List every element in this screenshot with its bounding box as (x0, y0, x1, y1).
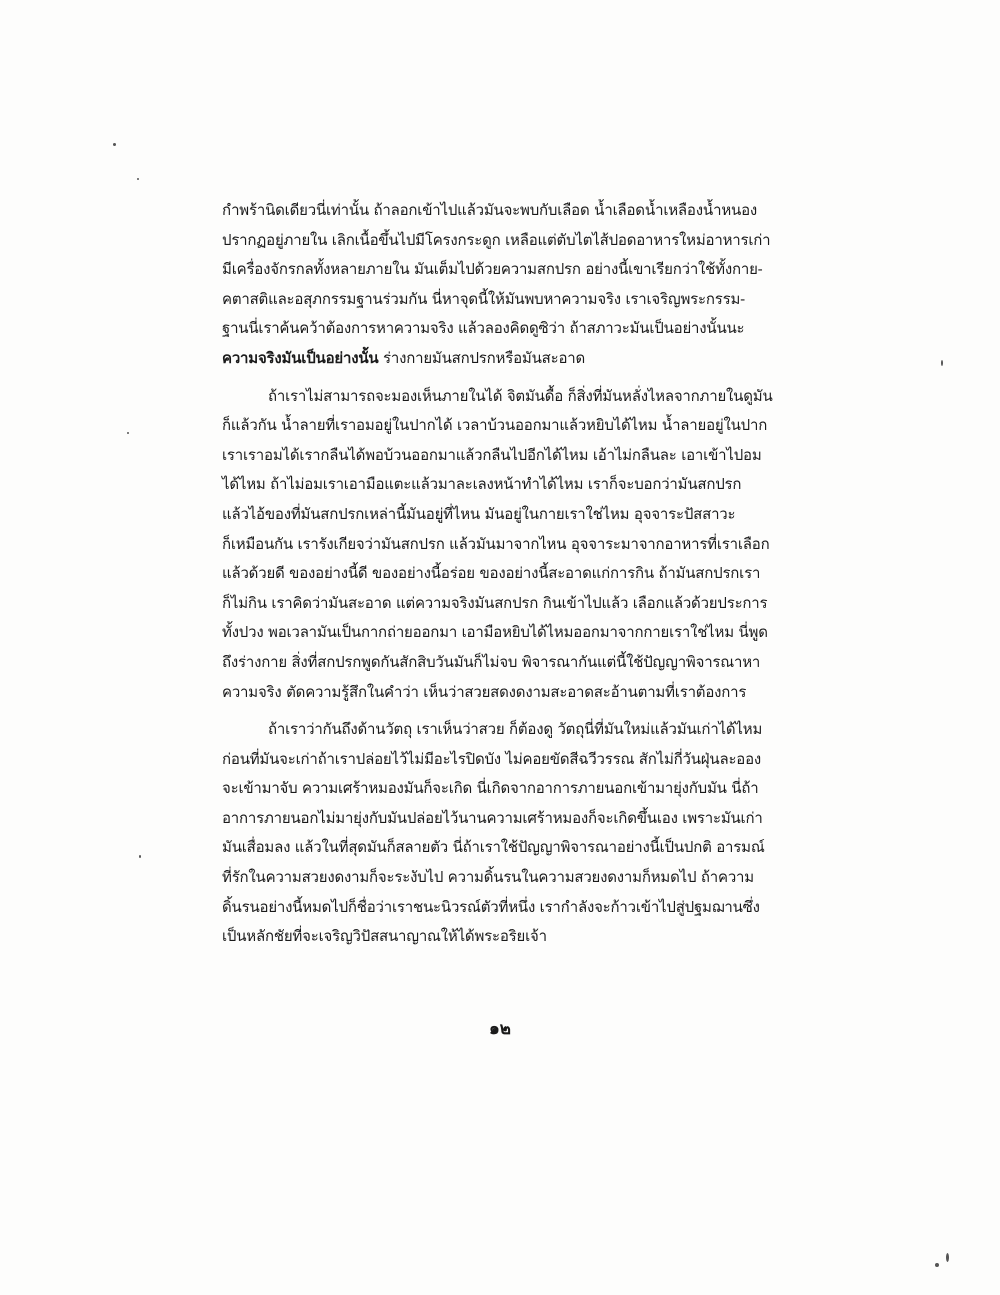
text-line: ปรากฏอยู่ภายใน เลิกเนื้อขึ้นไปมีโครงกระดูก เหลือแต่ตับไตไส้ปอดอาหารใหม่อาหารเก่า (222, 230, 771, 249)
paragraph-spacer (222, 374, 812, 382)
text-span: ร่างกายมันสกปรกหรือมันสะอาด (378, 348, 586, 367)
text-line: กำพร้านิดเดียวนี่เท่านั้น ถ้าลอกเข้าไปแล้วมันจะพบกับเลือด น้ำเลือดน้ำเหลืองน้ำหนอง (222, 201, 758, 219)
text-line: จะเข้ามาจับ ความเศร้าหมองมันก็จะเกิด นี่เกิดจากอาการภายนอกเข้ามายุ่งกับมัน นี่ถ้า (222, 779, 759, 798)
text-line: ก็เหมือนกัน เรารังเกียจว่ามันสกปรก แล้วมันมาจากไหน อุจจาระมาจากอาหารที่เราเลือก (222, 534, 770, 553)
text-line: ก็แล้วกัน น้ำลายที่เราอมอยู่ในปากได้ เวลาบ้วนออกมาแล้วหยิบได้ไหม น้ำลายอยู่ในปาก (222, 416, 768, 435)
text-line: มีเครื่องจักรกลทั้งหลายภายใน มันเต็มไปด้วยความสกปรก อย่างนี้เขาเรียกว่าใช้ทั้งกาย- (222, 260, 763, 279)
text-line: แล้วไอ้ของที่มันสกปรกเหล่านี้มันอยู่ที่ไหน มันอยู่ในกายเราใช่ไหม อุจจาระปัสสาวะ (222, 504, 736, 523)
scan-speck (137, 178, 139, 180)
scan-speck (113, 143, 116, 146)
scan-speck (935, 1263, 939, 1267)
paragraph-3 (222, 715, 812, 952)
paragraph-spacer (222, 707, 812, 715)
paragraph-2 (222, 382, 812, 708)
scan-speck (139, 855, 141, 858)
scan-speck (127, 432, 129, 434)
text-line: ถ้าเราไม่สามารถจะมองเห็นภายในได้ จิตมันดื้อ ก็สิ่งที่มันหลั่งไหลจากภายในดูมัน (268, 386, 773, 405)
scan-speck (946, 1253, 949, 1262)
emphasis-text: ความจริงมันเป็นอย่างนั้น (222, 348, 379, 367)
text-line: แล้วด้วยดี ของอย่างนี้ดี ของอย่างนี้อร่อย ของอย่างนี้สะอาดแก่การกิน ถ้ามันสกปรกเรา (222, 564, 761, 583)
text-line: ก่อนที่มันจะเก่าถ้าเราปล่อยไว้ไม่มีอะไรปิดบัง ไม่คอยขัดสีฉวีวรรณ สักไม่กี่วันฝุ่นละออง (222, 749, 762, 768)
scan-speck (941, 360, 943, 366)
text-line: ฐานนี่เราค้นคว้าต้องการหาความจริง แล้วลองคิดดูซิว่า ถ้าสภาวะมันเป็นอย่างนั้นนะ (222, 319, 745, 338)
text-line: ได้ไหม ถ้าไม่อมเราเอามือแตะแล้วมาละเลงหน้าทำได้ไหม เราก็จะบอกว่ามันสกปรก (222, 475, 742, 494)
body-text (222, 196, 812, 952)
text-line: ทั้งปวง พอเวลามันเป็นกากถ่ายออกมา เอามือหยิบได้ไหมออกมาจากกายเราใช่ไหม นี่พูด (222, 623, 768, 642)
text-line: มันเสื่อมลง แล้วในที่สุดมันก็สลายตัว นี่ถ้าเราใช้ปัญญาพิจารณาอย่างนี้เป็นปกติ อารมณ์ (222, 838, 765, 857)
text-line: ก็ไม่กิน เราคิดว่ามันสะอาด แต่ความจริงมันสกปรก กินเข้าไปแล้ว เลือกแล้วด้วยประการ (222, 593, 768, 612)
text-line: ถ้าเราว่ากันถึงด้านวัตถุ เราเห็นว่าสวย ก็ต้องดู วัตถุนี่ที่มันใหม่แล้วมันเก่าได้ไหม (268, 720, 763, 739)
text-line: เป็นหลักชัยที่จะเจริญวิปัสสนาญาณให้ได้พระอริยเจ้า (222, 927, 547, 946)
text-line (222, 344, 812, 374)
text-line: เราเราอมได้เรากลืนได้พอบ้วนออกมาแล้วกลืนไปอีกได้ไหม เอ้าไม่กลืนละ เอาเข้าไปอม (222, 445, 762, 464)
text-line: ถึงร่างกาย สิ่งที่สกปรกพูดกันสักสิบวันมันก็ไม่จบ พิจารณากันแต่นี้ใช้ปัญญาพิจารณาหา (222, 652, 761, 671)
text-line: ความจริง ตัดความรู้สึกในคำว่า เห็นว่าสวยสดงดงามสะอาดสะอ้านตามที่เราต้องการ (222, 682, 747, 701)
text-line: ดิ้นรนอย่างนี้หมดไปก็ชื่อว่าเราชนะนิวรณ์ตัวที่หนึ่ง เรากำลังจะก้าวเข้าไปสู่ปฐมฌานซึ่ง (222, 897, 760, 916)
paragraph-1 (222, 196, 812, 374)
text-line: อาการภายนอกไม่มายุ่งกับมันปล่อยไว้นานความเศร้าหมองก็จะเกิดขึ้นเอง เพราะมันเก่า (222, 808, 763, 827)
page-number: ๑๒ (489, 1019, 511, 1039)
text-line: คตาสติและอสุภกรรมฐานร่วมกัน นี่หาจุดนี้ให้มันพบหาความจริง เราเจริญพระกรรม- (222, 289, 746, 308)
text-line: ที่รักในความสวยงดงามก็จะระงับไป ความดิ้นรนในความสวยงดงามก็หมดไป ถ้าความ (222, 868, 754, 887)
